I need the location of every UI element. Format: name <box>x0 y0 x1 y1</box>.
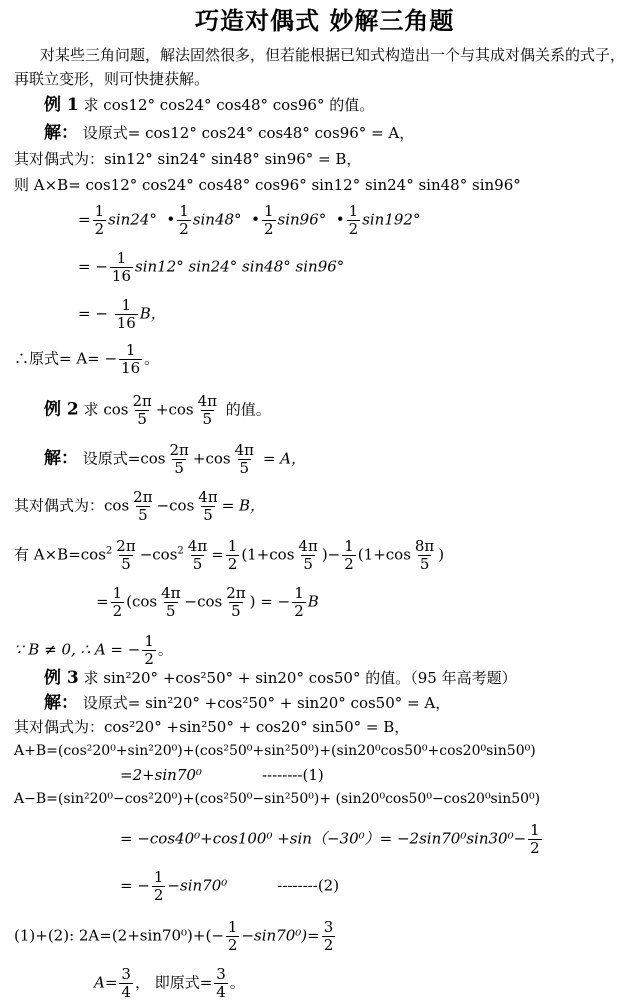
fraction: $\frac{4\pi}{5}$ <box>187 537 208 573</box>
example-2-dual-line: 其对偶式为：cos $\frac{2\pi}{5}$ −cos $\frac{4\pi}{5}$ = B， <box>14 488 266 524</box>
fraction: $\frac{1}{2}$ <box>530 821 540 857</box>
solution-label: 解： <box>44 693 78 713</box>
page-title: 巧造对偶式 妙解三角题 <box>195 6 455 35</box>
example-2-product-line: 有 $A\times B=\cos^2$ $\frac{2\pi}{5}$ $-\cos^2$ $\frac{4\pi}{5}$ = $\frac{1}{2}$ (1+cos $\frac{4\pi}{5}$ )− $\frac{1}{2}$ (1+cos $\frac{8\pi}{5}$ ) <box>14 537 445 573</box>
fraction: $\frac{1}{2}$ <box>112 584 123 620</box>
example-3-conclusion: A= $\frac{3}{4}$ ， 即原式= $\frac{3}{4}$ 。 <box>94 965 245 1001</box>
intro-line-1: 对某些三角问题，解法固然很多，但若能根据已知式构造出一个与其成对偶关系的式子， <box>40 46 626 64</box>
example-1-step-2: = − $\frac{1}{16}$ sin12° sin24° sin48° sin96° <box>78 249 345 285</box>
example-3-dual-line: 其对偶式为：cos²20° +sin²50° + cos20° sin50° = B， <box>14 718 410 736</box>
fraction: $\frac{2\pi}{5}$ <box>169 441 189 477</box>
example-3-difference-step: = −cos40⁰+cos100⁰ +sin（−30⁰）= −2sin70⁰sin30⁰− $\frac{1}{2}$ <box>120 821 540 857</box>
fraction: $\frac{1}{16}$ <box>121 341 141 377</box>
example-1-product-line: 则 A×B= cos12° cos24° cos48° cos96° sin12° sin24° sin48° sin96° <box>14 176 521 194</box>
example-1-step-3: = − $\frac{1}{16}$ B， <box>78 296 166 332</box>
fraction: $\frac{1}{2}$ <box>179 202 189 238</box>
example-3-question: 例 3 求 sin²20° +cos²50° + sin20° cos50° 的值。（95 年高考题） <box>44 668 517 688</box>
fraction: $\frac{2\pi}{5}$ <box>226 584 246 620</box>
fraction: $\frac{1}{2}$ <box>94 202 105 238</box>
fraction: $\frac{2\pi}{5}$ <box>133 488 153 524</box>
intro-line-2: 再联立变形，则可快捷获解。 <box>14 70 210 88</box>
example-1-dual-line: 其对偶式为：sin12° sin24° sin48° sin96° = B， <box>14 150 362 168</box>
example-1-solution-line-1 <box>44 124 414 142</box>
fraction: $\frac{1}{2}$ <box>153 868 164 904</box>
example-3-difference-line: A−B=(sin²20⁰−cos²20⁰)+(cos²50⁰−sin²50⁰)+ (sin20⁰cos50⁰−cos20⁰sin50⁰) <box>14 791 541 807</box>
example-2-question: 例 2 求 cos $\frac{2\pi}{5}$ +cos $\frac{4\pi}{5}$ 的值。 <box>44 392 271 428</box>
fraction: $\frac{4\pi}{5}$ <box>298 537 318 573</box>
fraction: $\frac{2\pi}{5}$ <box>132 392 152 428</box>
example-3-label: 例 3 <box>44 668 79 688</box>
fraction: $\frac{4\pi}{5}$ <box>234 441 255 477</box>
solution-label: 解： <box>44 448 78 469</box>
fraction: $\frac{4\pi}{5}$ <box>197 392 217 428</box>
example-3-difference-result: = − $\frac{1}{2}$ −sin70⁰ --------(2) <box>120 868 340 904</box>
solution-text: 设原式= cos12° cos24° cos48° cos96° = A， <box>82 124 415 142</box>
example-2-label: 例 2 <box>44 399 79 420</box>
fraction: $\frac{1}{2}$ <box>263 202 274 238</box>
fraction: $\frac{4\pi}{5}$ <box>161 584 181 620</box>
example-3-solution-line-1: 解： 设原式= sin²20° +cos²50° + sin20° cos50° = A， <box>44 693 451 713</box>
example-1-step-1: = $\frac{1}{2}$ sin24° • $\frac{1}{2}$ sin48° • $\frac{1}{2}$ sin96° • $\frac{1}{2}$ sin192° <box>78 202 421 238</box>
example-1-label: 例 1 <box>44 95 79 115</box>
fraction: $\frac{3}{4}$ <box>121 965 131 1001</box>
fraction: $\frac{1}{2}$ <box>144 632 154 668</box>
fraction: $\frac{2\pi}{5}$ <box>116 537 136 573</box>
example-2-solution-line-1: 解： 设原式=cos $\frac{2\pi}{5}$ +cos $\frac{4\pi}{5}$ = A， <box>44 441 306 477</box>
fraction: $\frac{1}{2}$ <box>344 537 354 573</box>
example-1-question <box>44 96 374 114</box>
fraction: $\frac{1}{2}$ <box>294 584 304 620</box>
example-3-sum-line: A+B=(cos²20⁰+sin²20⁰)+(cos²50⁰+sin²50⁰)+(sin20⁰cos50⁰+cos20⁰sin50⁰) <box>14 743 536 759</box>
fraction: $\frac{1}{2}$ <box>348 202 359 238</box>
fraction: $\frac{3}{2}$ <box>323 918 334 954</box>
equation-tag-2: --------(2) <box>277 876 340 895</box>
fraction: $\frac{1}{2}$ <box>227 918 238 954</box>
solution-label: 解： <box>44 123 78 143</box>
fraction: $\frac{1}{16}$ <box>111 249 131 285</box>
fraction: $\frac{1}{16}$ <box>116 296 136 332</box>
example-3-combine-line: (1)+(2): 2A=(2+sin70⁰)+(− $\frac{1}{2}$ −sin70⁰)= $\frac{3}{2}$ <box>14 918 334 954</box>
equation-tag-1: --------(1) <box>261 766 324 784</box>
example-3-sum-result: =2+sin70⁰ --------(1) <box>120 766 324 784</box>
example-1-conclusion: ∴原式= A= − $\frac{1}{16}$ 。 <box>14 341 160 377</box>
fraction: $\frac{3}{4}$ <box>216 965 226 1001</box>
fraction: $\frac{1}{2}$ <box>227 537 238 573</box>
fraction: $\frac{8\pi}{5}$ <box>414 537 435 573</box>
example-2-step: = $\frac{1}{2}$ (cos $\frac{4\pi}{5}$ −cos $\frac{2\pi}{5}$ ) = − $\frac{1}{2}$ B <box>96 584 319 620</box>
example-2-conclusion: ∵ B ≠ 0, ∴ A = − $\frac{1}{2}$ 。 <box>14 632 173 668</box>
fraction: $\frac{4\pi}{5}$ <box>198 488 218 524</box>
example-1-text: 求 cos12° cos24° cos48° cos96° 的值。 <box>83 96 375 114</box>
